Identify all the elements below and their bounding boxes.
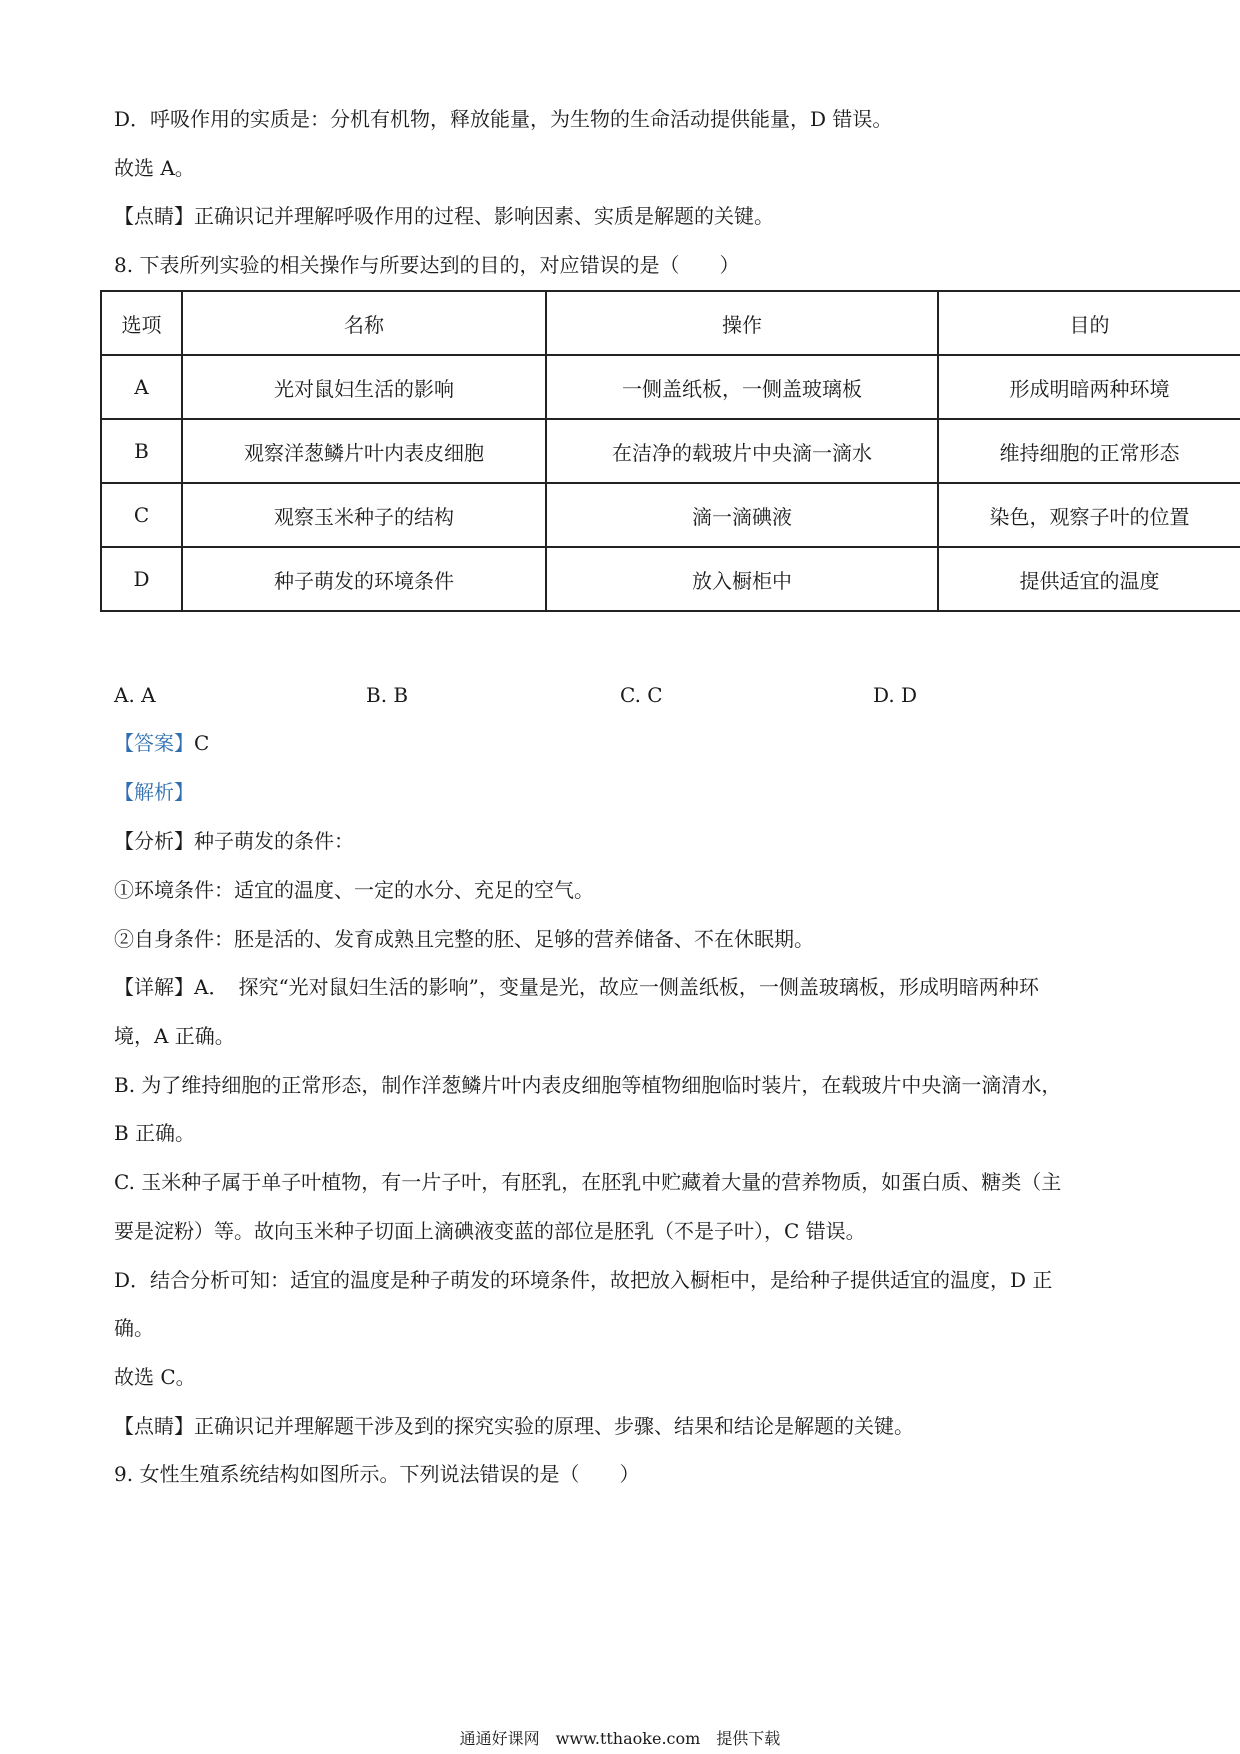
question-8-table <box>100 290 1240 612</box>
table-cell: 光对鼠妇生活的影响 <box>182 355 546 419</box>
text-line: 【详解】A． 探究“光对鼠妇生活的影响”，变量是光，故应一侧盖纸板，一侧盖玻璃板，形成明暗两种环 <box>114 975 1039 999</box>
table-cell: 形成明暗两种环境 <box>938 355 1240 419</box>
text-line: C. 玉米种子属于单子叶植物，有一片子叶，有胚乳，在胚乳中贮藏着大量的营养物质，如蛋白质、糖类（主 <box>114 1170 1062 1194</box>
text-line: ②自身条件：胚是活的、发育成熟且完整的胚、足够的营养储备、不在休眠期。 <box>114 927 814 951</box>
option-b: B. B <box>366 683 409 707</box>
table-cell: 放入橱柜中 <box>546 547 938 611</box>
option-d: D. D <box>873 683 918 707</box>
text-line: 境，A 正确。 <box>114 1024 235 1048</box>
table-row <box>101 355 1240 419</box>
table-cell: 在洁净的载玻片中央滴一滴水 <box>546 419 938 483</box>
table-cell: 种子萌发的环境条件 <box>182 547 546 611</box>
table-header-row <box>101 291 1240 355</box>
text-line: 【点睛】正确识记并理解题干涉及到的探究实验的原理、步骤、结果和结论是解题的关键。 <box>114 1414 914 1438</box>
table-cell: 染色，观察子叶的位置 <box>938 483 1240 547</box>
text-line: 要是淀粉）等。故向玉米种子切面上滴碘液变蓝的部位是胚乳（不是子叶），C 错误。 <box>114 1219 866 1243</box>
header-operation: 操作 <box>546 291 938 355</box>
text-line: 【点睛】正确识记并理解呼吸作用的过程、影响因素、实质是解题的关键。 <box>114 204 774 228</box>
answer-value: C <box>194 731 210 755</box>
answer-tag: 【答案】 <box>114 731 194 755</box>
table-cell: 观察玉米种子的结构 <box>182 483 546 547</box>
option-a: A. A <box>114 683 156 707</box>
table-row <box>101 419 1240 483</box>
table-cell: 维持细胞的正常形态 <box>938 419 1240 483</box>
table-row <box>101 547 1240 611</box>
text-line: D．结合分析可知：适宜的温度是种子萌发的环境条件，故把放入橱柜中，是给种子提供适宜的温度，D 正 <box>114 1268 1053 1292</box>
text-line: D．呼吸作用的实质是：分机有机物，释放能量，为生物的生命活动提供能量，D 错误。 <box>114 107 893 131</box>
header-purpose: 目的 <box>938 291 1240 355</box>
table-cell: A <box>101 355 182 419</box>
text-line: B 正确。 <box>114 1121 196 1145</box>
table-cell: B <box>101 419 182 483</box>
header-option: 选项 <box>101 291 182 355</box>
answer-line <box>114 728 209 758</box>
text-line: 【分析】种子萌发的条件： <box>114 829 354 853</box>
question-9-stem: 9. 女性生殖系统结构如图所示。下列说法错误的是（ ） <box>114 1462 640 1486</box>
table-cell: 观察洋葱鳞片叶内表皮细胞 <box>182 419 546 483</box>
analysis-heading <box>114 777 194 807</box>
text-line: 故选 C。 <box>114 1365 196 1389</box>
question-8-stem: 8. 下表所列实验的相关操作与所要达到的目的，对应错误的是（ ） <box>114 253 740 277</box>
header-name: 名称 <box>182 291 546 355</box>
text-line: 确。 <box>114 1316 154 1340</box>
table-cell: 一侧盖纸板，一侧盖玻璃板 <box>546 355 938 419</box>
text-line: ①环境条件：适宜的温度、一定的水分、充足的空气。 <box>114 878 594 902</box>
table-cell: 提供适宜的温度 <box>938 547 1240 611</box>
table-cell: 滴一滴碘液 <box>546 483 938 547</box>
page-footer: 通通好课网 www.tthaoke.com 提供下载 <box>459 1729 781 1748</box>
analysis-tag: 【解析】 <box>114 780 194 804</box>
text-line: B. 为了维持细胞的正常形态，制作洋葱鳞片叶内表皮细胞等植物细胞临时装片，在载玻片中央滴一滴清水， <box>114 1073 1062 1097</box>
table-cell: C <box>101 483 182 547</box>
text-line: 故选 A。 <box>114 156 195 180</box>
table-row <box>101 483 1240 547</box>
table-cell: D <box>101 547 182 611</box>
option-c: C. C <box>620 683 663 707</box>
